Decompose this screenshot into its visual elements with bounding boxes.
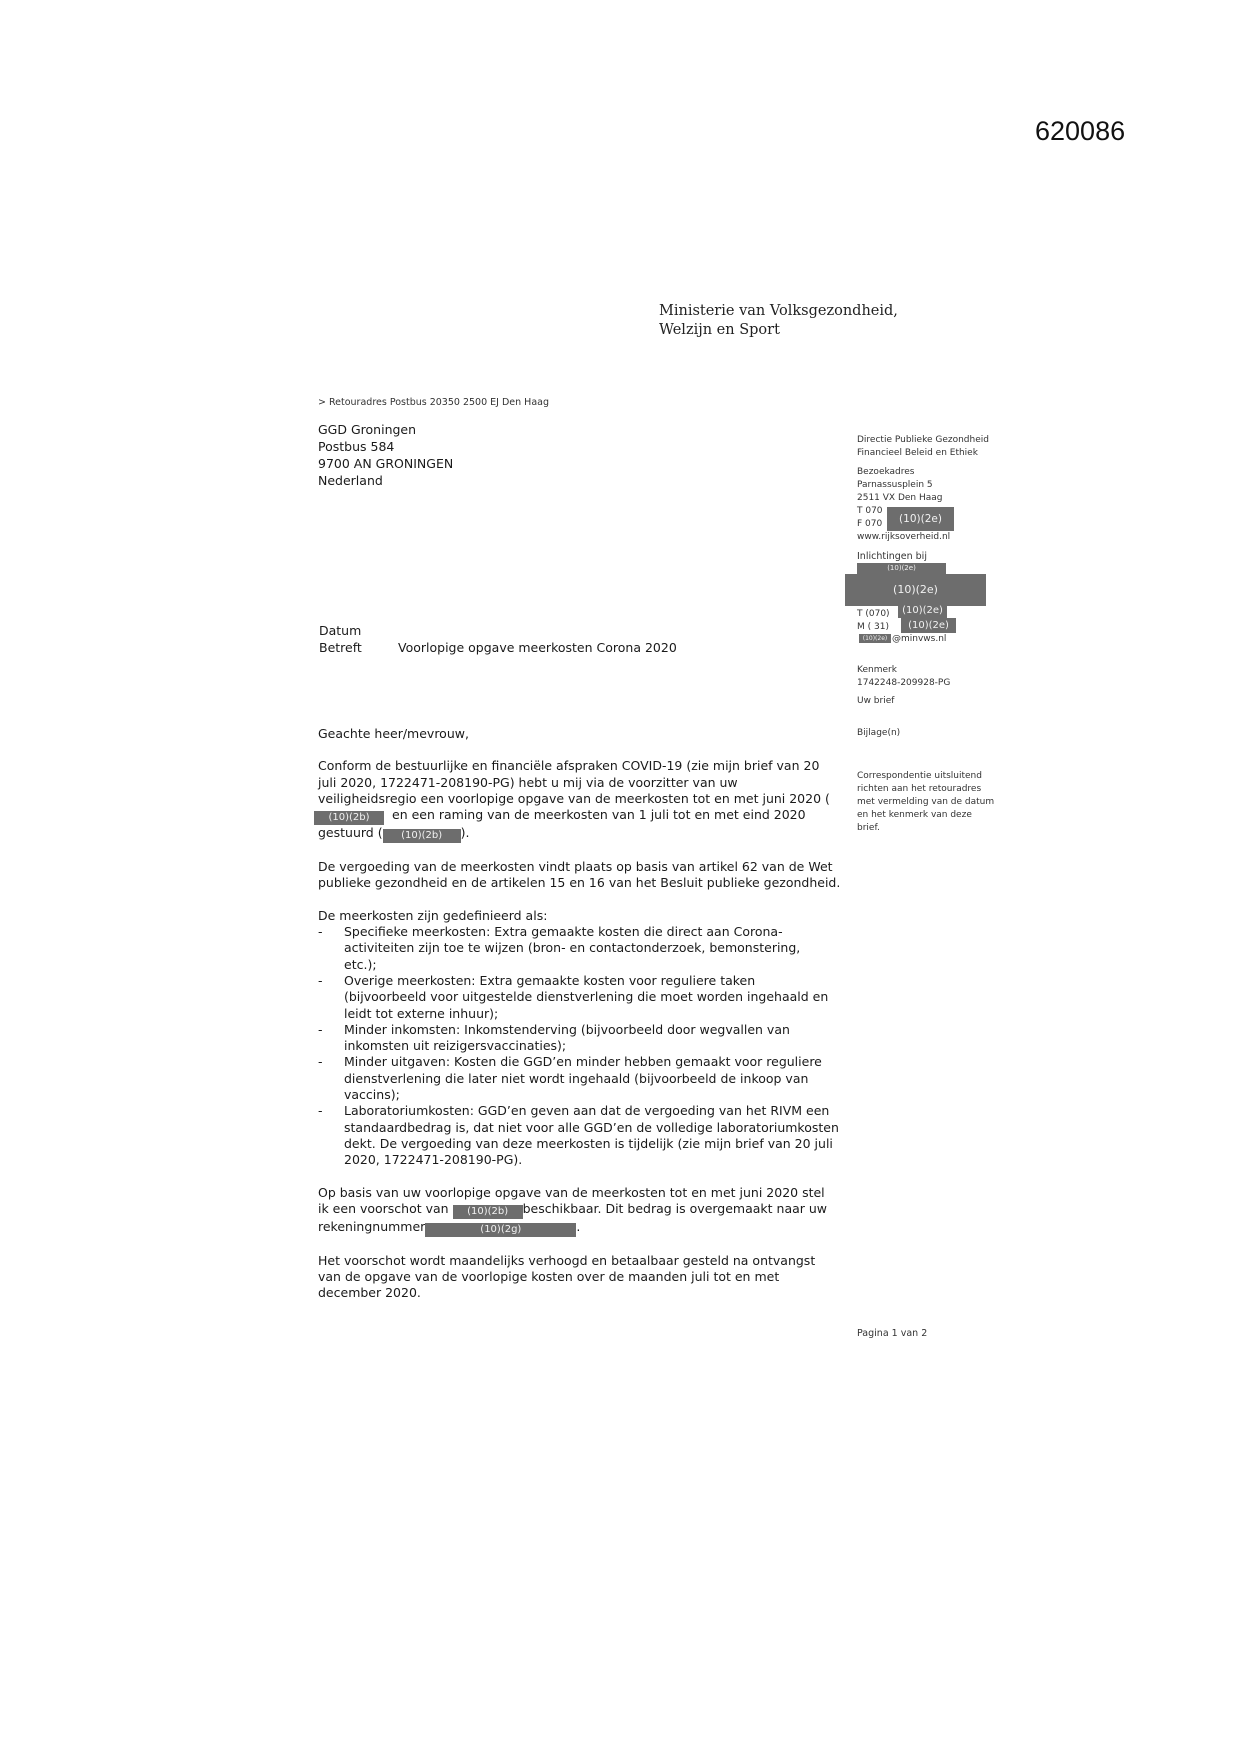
list-item-line: inkomsten uit reizigersvaccinaties); xyxy=(344,1038,567,1054)
paragraph-4-line-2-end: beschikbaar. Dit bedrag is overgemaakt naar uw xyxy=(522,1200,828,1216)
list-dash: - xyxy=(318,972,323,988)
sidebar-department-1: Directie Publieke Gezondheid xyxy=(857,435,989,445)
sidebar-kenmerk-label: Kenmerk xyxy=(857,665,897,675)
list-item-line: etc.); xyxy=(344,956,377,972)
list-item-line: vaccins); xyxy=(344,1087,400,1103)
list-dash: - xyxy=(318,1103,323,1119)
recipient-address xyxy=(318,421,453,489)
address-line-4: Nederland xyxy=(318,473,383,488)
sidebar-correspondence-3: met vermelding van de datum xyxy=(857,797,995,807)
paragraph-1-line-1: Conform de bestuurlijke en financiële afspraken COVID-19 (zie mijn brief van 20 xyxy=(318,758,820,774)
sidebar-visit-street: Parnassusplein 5 xyxy=(857,480,933,490)
list-item-line: dienstverlening die later niet wordt ingehaald (bijvoorbeeld de inkoop van xyxy=(344,1070,809,1086)
paragraph-1-line-3: veiligheidsregio een voorlopige opgave van de meerkosten tot en met juni 2020 ( xyxy=(318,790,830,806)
redaction-block: (10)(2e) xyxy=(859,634,891,643)
sidebar-correspondence-1: Correspondentie uitsluitend xyxy=(857,771,982,781)
sidebar-visit-city: 2511 VX Den Haag xyxy=(857,493,943,503)
sidebar-correspondence-5: brief. xyxy=(857,823,880,833)
betreft-label: Betreft xyxy=(319,640,362,655)
paragraph-4-line-2 xyxy=(318,1201,858,1219)
paragraph-4-line-3 xyxy=(318,1219,858,1237)
sidebar-uwbrief-label: Uw brief xyxy=(857,696,895,706)
paragraph-5-line-1: Het voorschot wordt maandelijks verhoogd en betaalbaar gesteld na ontvangst xyxy=(318,1252,816,1268)
sidebar-visit-label: Bezoekadres xyxy=(857,467,915,477)
address-line-3: 9700 AN GRONINGEN xyxy=(318,456,454,471)
paragraph-1-line-4 xyxy=(318,807,858,825)
redaction-block: (10)(2e) xyxy=(887,507,954,531)
sidebar-correspondence-2: richten aan het retouradres xyxy=(857,784,982,794)
paragraph-5-line-2: van de opgave van de voorlopige kosten over de maanden juli tot en met xyxy=(318,1269,780,1285)
redaction-block: (10)(2e) xyxy=(901,618,956,633)
paragraph-1-line-5-end: ). xyxy=(460,825,470,841)
sidebar-email-domain: @minvws.nl xyxy=(892,634,947,644)
sidebar-info-label: Inlichtingen bij xyxy=(857,551,927,562)
redaction-block: (10)(2e) xyxy=(845,574,986,606)
list-item-line: (bijvoorbeeld voor uitgestelde dienstverlening die moet worden ingehaald en xyxy=(344,989,829,1005)
list-item-line: Specifieke meerkosten: Extra gemaakte kosten die direct aan Corona- xyxy=(344,924,783,940)
list-item-line: leidt tot externe inhuur); xyxy=(344,1005,499,1021)
paragraph-2-line-2: publieke gezondheid en de artikelen 15 en 16 van het Besluit publieke gezondheid. xyxy=(318,875,841,891)
address-line-2: Postbus 584 xyxy=(318,439,395,454)
sidebar-department-2: Financieel Beleid en Ethiek xyxy=(857,448,978,458)
paragraph-4-line-2-start: ik een voorschot van xyxy=(318,1200,449,1216)
sidebar-phone-f: F 070 xyxy=(857,519,883,529)
paragraph-2-line-1: De vergoeding van de meerkosten vindt plaats op basis van artikel 62 van de Wet xyxy=(318,859,833,875)
list-item-line: Overige meerkosten: Extra gemaakte kosten voor reguliere taken xyxy=(344,972,756,988)
sidebar-correspondence-4: en het kenmerk van deze xyxy=(857,810,972,820)
list-item xyxy=(318,1022,858,1055)
list-item-line: standaardbedrag is, dat niet voor alle GGD’en de volledige laboratoriumkosten xyxy=(344,1119,839,1135)
page-number: Pagina 1 van 2 xyxy=(857,1328,928,1339)
list-item xyxy=(318,924,858,973)
list-dash: - xyxy=(318,1021,323,1037)
redaction-block: (10)(2e) xyxy=(898,604,947,618)
paragraph-1-line-2: juli 2020, 1722471-208190-PG) hebt u mij via de voorzitter van uw xyxy=(318,774,738,790)
address-line-1: GGD Groningen xyxy=(318,422,417,437)
ministry-line-1: Ministerie van Volksgezondheid, xyxy=(659,303,898,319)
redaction-inline: (10)(2b) xyxy=(383,829,461,843)
sidebar-phone-t: T 070 xyxy=(857,506,883,516)
list-item-line: Minder inkomsten: Inkomstenderving (bijvoorbeeld door wegvallen van xyxy=(344,1021,790,1037)
list-item-line: dekt. De vergoeding van deze meerkosten is tijdelijk (zie mijn brief van 20 juli xyxy=(344,1135,833,1151)
list-item xyxy=(318,1103,858,1168)
sidebar-website: www.rijksoverheid.nl xyxy=(857,532,951,542)
list-item-line: activiteiten zijn toe te wijzen (bron- en contactonderzoek, bemonstering, xyxy=(344,940,801,956)
paragraph-1-line-5 xyxy=(318,825,858,843)
ministry-line-2: Welzijn en Sport xyxy=(659,322,780,338)
datum-label: Datum xyxy=(319,623,362,638)
definitions-intro: De meerkosten zijn gedefinieerd als: xyxy=(318,907,548,923)
sidebar-bijlage-label: Bijlage(n) xyxy=(857,728,901,738)
paragraph-4-line-3-start: rekeningnummer xyxy=(318,1218,426,1234)
ministry-logo-text xyxy=(659,302,898,340)
redaction-block: (10)(2e) xyxy=(857,563,946,574)
paragraph-5-line-3: december 2020. xyxy=(318,1285,421,1301)
list-item-line: 2020, 1722471-208190-PG). xyxy=(344,1152,523,1168)
paragraph-4-line-3-end: . xyxy=(576,1218,581,1234)
paragraph-1-line-4-text: en een raming van de meerkosten van 1 juli tot en met eind 2020 xyxy=(392,807,806,823)
letter-meta xyxy=(319,622,677,656)
list-item-line: Minder uitgaven: Kosten die GGD’en minder hebben gemaakt voor reguliere xyxy=(344,1054,822,1070)
return-address: > Retouradres Postbus 20350 2500 EJ Den Haag xyxy=(318,397,550,408)
redaction-inline: (10)(2g) xyxy=(425,1223,576,1237)
document-number: 620086 xyxy=(1035,116,1126,146)
sidebar-contact-t: T (070) xyxy=(857,609,890,619)
list-dash: - xyxy=(318,924,323,940)
sidebar-contact-m: M ( 31) xyxy=(857,622,889,632)
paragraph-1-line-5-start: gestuurd ( xyxy=(318,825,383,841)
list-dash: - xyxy=(318,1054,323,1070)
list-item xyxy=(318,1054,858,1103)
paragraph-4-line-1: Op basis van uw voorlopige opgave van de meerkosten tot en met juni 2020 stel xyxy=(318,1184,825,1200)
redaction-inline: (10)(2b) xyxy=(314,811,384,825)
sidebar-kenmerk-value: 1742248-209928-PG xyxy=(857,678,951,688)
betreft-value: Voorlopige opgave meerkosten Corona 2020 xyxy=(398,640,677,655)
letter-body xyxy=(318,726,858,1302)
list-item-line: Laboratoriumkosten: GGD’en geven aan dat de vergoeding van het RIVM een xyxy=(344,1103,830,1119)
redaction-inline: (10)(2b) xyxy=(453,1205,523,1219)
salutation: Geachte heer/mevrouw, xyxy=(318,726,469,741)
list-item xyxy=(318,973,858,1022)
betreft-row xyxy=(319,639,677,656)
datum-row xyxy=(319,622,677,639)
